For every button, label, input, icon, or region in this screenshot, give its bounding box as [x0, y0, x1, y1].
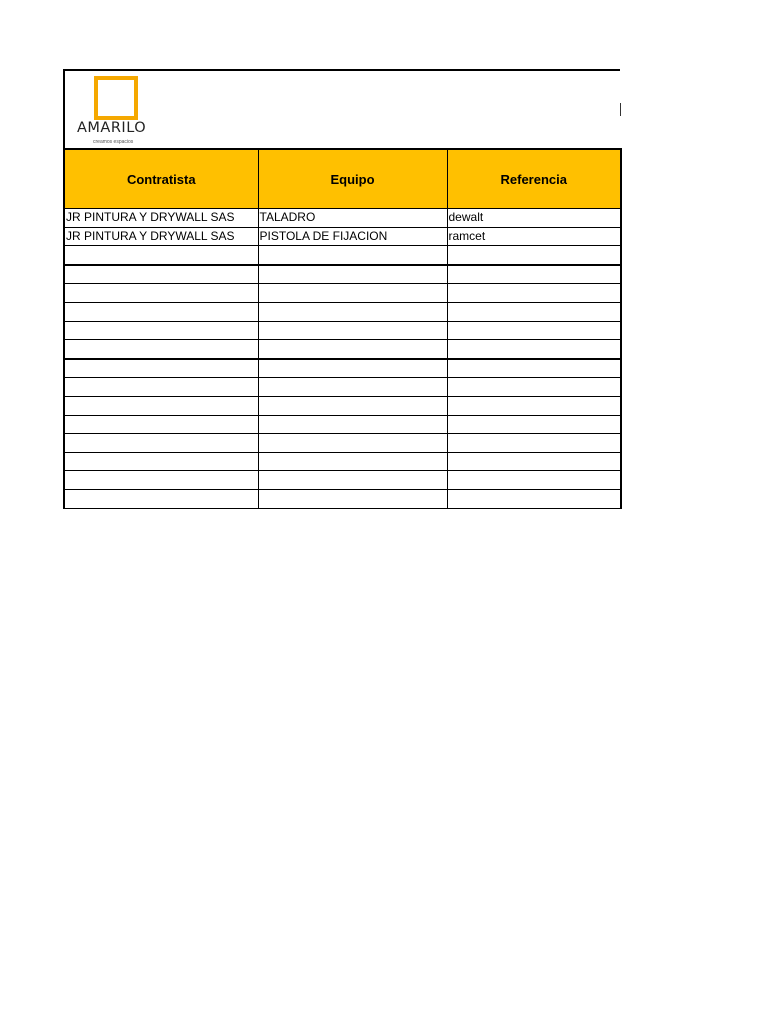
table-row — [64, 227, 621, 246]
table-row — [64, 246, 621, 265]
cell-referencia[interactable]: ramcet — [447, 227, 621, 246]
cell-equipo[interactable] — [258, 434, 447, 453]
table-row — [64, 284, 621, 303]
table-row — [64, 321, 621, 340]
table-row — [64, 340, 621, 359]
cell-equipo[interactable] — [258, 359, 447, 378]
table-row — [64, 265, 621, 284]
header-contratista: Contratista — [64, 149, 258, 209]
logo-square-icon — [94, 76, 138, 120]
table-header-row — [64, 149, 621, 209]
cell-equipo[interactable] — [258, 302, 447, 321]
cell-contratista[interactable] — [64, 284, 258, 303]
cell-contratista[interactable] — [64, 321, 258, 340]
equipment-table — [63, 148, 622, 509]
cell-equipo[interactable] — [258, 415, 447, 434]
cell-equipo[interactable] — [258, 378, 447, 397]
cell-contratista[interactable] — [64, 489, 258, 508]
cell-referencia[interactable] — [447, 489, 621, 508]
logo-tagline: creamos espacios — [93, 139, 134, 145]
cell-contratista[interactable] — [64, 265, 258, 284]
table-row — [64, 434, 621, 453]
cell-referencia[interactable] — [447, 359, 621, 378]
cell-referencia[interactable] — [447, 321, 621, 340]
cell-equipo[interactable] — [258, 452, 447, 471]
table-row — [64, 452, 621, 471]
cell-contratista[interactable]: JR PINTURA Y DRYWALL SAS — [64, 227, 258, 246]
cell-equipo[interactable] — [258, 471, 447, 490]
cell-contratista[interactable] — [64, 378, 258, 397]
amarilo-logo — [77, 76, 162, 146]
table-row — [64, 396, 621, 415]
cell-contratista[interactable] — [64, 434, 258, 453]
cell-equipo[interactable]: TALADRO — [258, 209, 447, 228]
cell-equipo[interactable] — [258, 340, 447, 359]
cell-contratista[interactable] — [64, 359, 258, 378]
table-row — [64, 471, 621, 490]
cell-referencia[interactable] — [447, 471, 621, 490]
logo-wordmark: AMARILO — [77, 120, 147, 136]
header-referencia: Referencia — [447, 149, 621, 209]
table-row — [64, 415, 621, 434]
cell-contratista[interactable] — [64, 471, 258, 490]
cell-referencia[interactable] — [447, 378, 621, 397]
table-row — [64, 209, 621, 228]
cell-equipo[interactable] — [258, 284, 447, 303]
cell-equipo[interactable] — [258, 489, 447, 508]
cropped-title-fragment — [620, 103, 621, 116]
cell-equipo[interactable] — [258, 396, 447, 415]
cell-equipo[interactable] — [258, 246, 447, 265]
spreadsheet-page — [63, 69, 620, 510]
cell-contratista[interactable] — [64, 340, 258, 359]
cell-contratista[interactable] — [64, 246, 258, 265]
cell-referencia[interactable] — [447, 396, 621, 415]
cell-equipo[interactable] — [258, 321, 447, 340]
header-equipo: Equipo — [258, 149, 447, 209]
cell-contratista[interactable] — [64, 302, 258, 321]
cell-referencia[interactable] — [447, 302, 621, 321]
cell-referencia[interactable] — [447, 284, 621, 303]
cell-referencia[interactable] — [447, 340, 621, 359]
table-row — [64, 302, 621, 321]
cell-referencia[interactable] — [447, 265, 621, 284]
cell-contratista[interactable] — [64, 452, 258, 471]
cell-referencia[interactable] — [447, 415, 621, 434]
cell-referencia[interactable] — [447, 452, 621, 471]
cell-contratista[interactable] — [64, 415, 258, 434]
table-row — [64, 359, 621, 378]
cell-contratista[interactable]: JR PINTURA Y DRYWALL SAS — [64, 209, 258, 228]
cell-referencia[interactable]: dewalt — [447, 209, 621, 228]
cell-referencia[interactable] — [447, 246, 621, 265]
table-row — [64, 489, 621, 508]
table-row — [64, 378, 621, 397]
cell-contratista[interactable] — [64, 396, 258, 415]
sheet-header — [63, 69, 620, 149]
cell-referencia[interactable] — [447, 434, 621, 453]
cell-equipo[interactable] — [258, 265, 447, 284]
cell-equipo[interactable]: PISTOLA DE FIJACION — [258, 227, 447, 246]
